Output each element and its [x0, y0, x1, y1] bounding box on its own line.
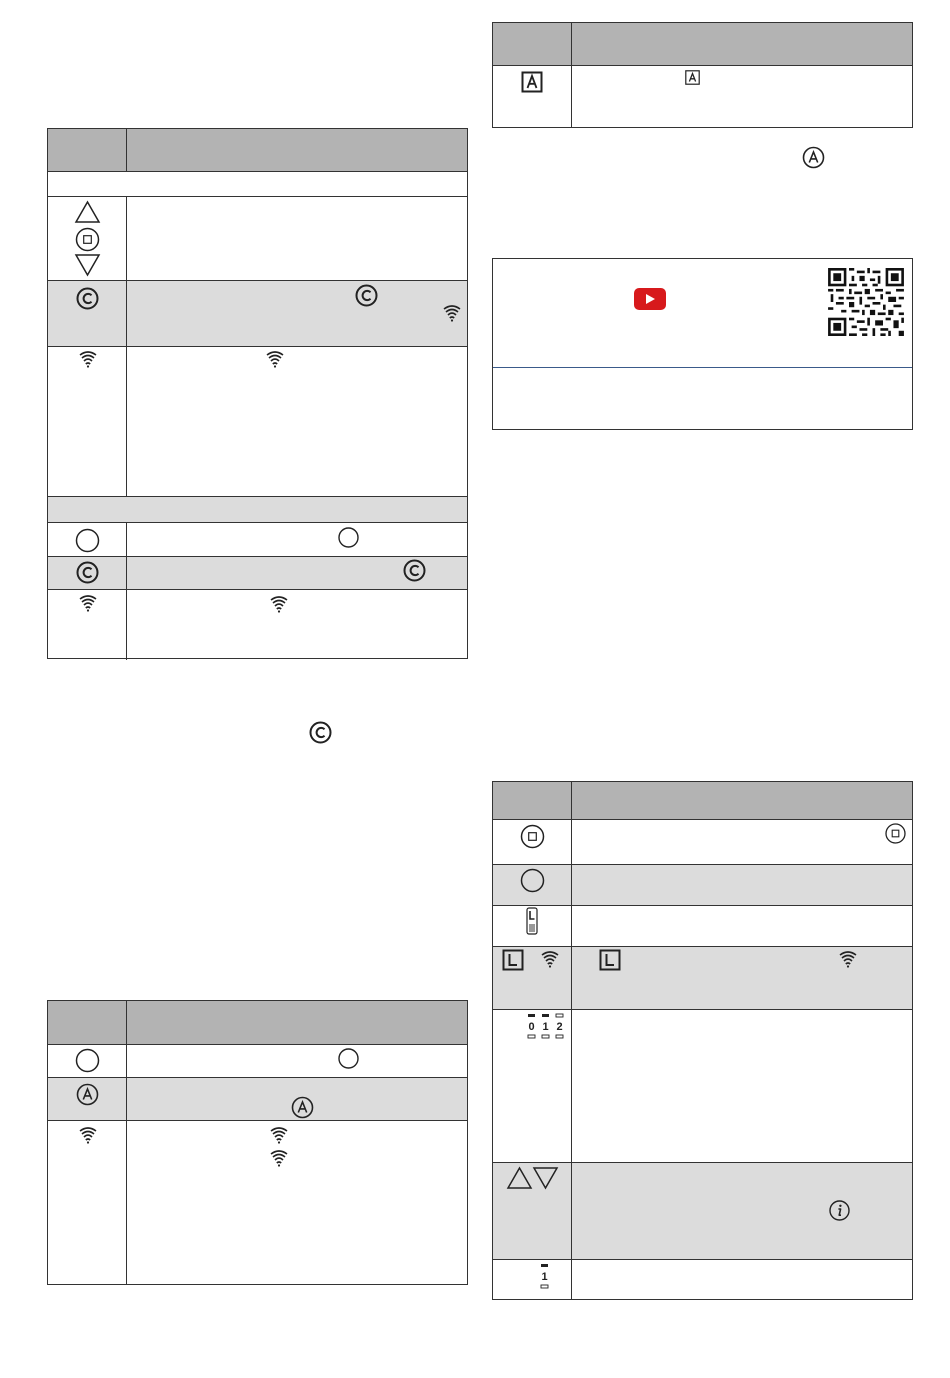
functions-table-2 — [47, 1000, 468, 1285]
svg-text:1: 1 — [542, 1021, 549, 1033]
svg-text:2: 2 — [556, 1021, 563, 1033]
circle-icon — [519, 867, 546, 894]
table-header — [493, 23, 912, 65]
a-circle-icon — [290, 1095, 315, 1120]
stop-circle-icon — [884, 822, 907, 845]
a-square-icon — [521, 71, 543, 93]
l-square-icon — [502, 949, 524, 971]
table-row — [48, 589, 467, 660]
l-square-icon — [599, 949, 621, 971]
table-row — [48, 1120, 467, 1286]
circle-icon — [337, 526, 360, 549]
signal-icon — [268, 1147, 290, 1169]
table-row — [48, 346, 467, 496]
svg-text:0: 0 — [528, 1021, 535, 1033]
signal-icon — [837, 948, 859, 970]
a-circle-icon — [75, 1082, 100, 1107]
table-row — [493, 1259, 912, 1301]
a-circle-icon — [801, 145, 826, 170]
table-row — [48, 522, 467, 556]
functions-table-3 — [492, 22, 913, 128]
signal-icon — [77, 1124, 99, 1146]
signal-icon — [264, 348, 286, 370]
section-row — [48, 496, 467, 522]
info-icon — [828, 1199, 851, 1222]
table-row — [493, 905, 912, 946]
c-circle-icon — [75, 560, 100, 585]
signal-icon — [268, 593, 290, 615]
youtube-icon[interactable] — [634, 288, 666, 310]
table-row — [493, 819, 912, 864]
c-circle-icon — [354, 283, 379, 308]
a-square-icon — [685, 70, 700, 85]
stop-circle-icon — [75, 227, 100, 252]
circle-icon — [74, 1047, 101, 1074]
table-row — [493, 864, 912, 905]
table-header — [48, 1001, 467, 1044]
triangle-up-icon — [74, 200, 101, 224]
signal-icon — [77, 348, 99, 370]
l-switch-icon — [525, 907, 539, 935]
circle-icon — [337, 1047, 360, 1070]
signal-icon — [539, 948, 561, 970]
signal-icon — [441, 302, 463, 324]
signal-icon — [77, 592, 99, 614]
table-row — [48, 1077, 467, 1120]
section-row — [48, 171, 467, 196]
c-circle-icon — [402, 558, 427, 583]
table-header — [493, 782, 912, 819]
table-header — [48, 129, 467, 171]
qr-code-icon[interactable] — [828, 268, 904, 336]
svg-text:1: 1 — [541, 1271, 548, 1283]
triangle-up-icon — [506, 1166, 533, 1190]
dip-switch-012-icon — [525, 1013, 567, 1041]
dip-switch-1-icon — [538, 1263, 552, 1291]
stop-circle-icon — [519, 823, 546, 850]
table-row — [48, 1044, 467, 1077]
triangle-down-icon — [74, 253, 101, 277]
c-circle-icon — [308, 720, 333, 745]
c-circle-icon — [75, 286, 100, 311]
divider — [493, 367, 912, 368]
table-row — [48, 280, 467, 346]
circle-icon — [74, 527, 101, 554]
signal-icon — [268, 1124, 290, 1146]
triangle-down-icon — [532, 1166, 559, 1190]
table-row — [48, 196, 467, 280]
table-row — [493, 65, 912, 129]
